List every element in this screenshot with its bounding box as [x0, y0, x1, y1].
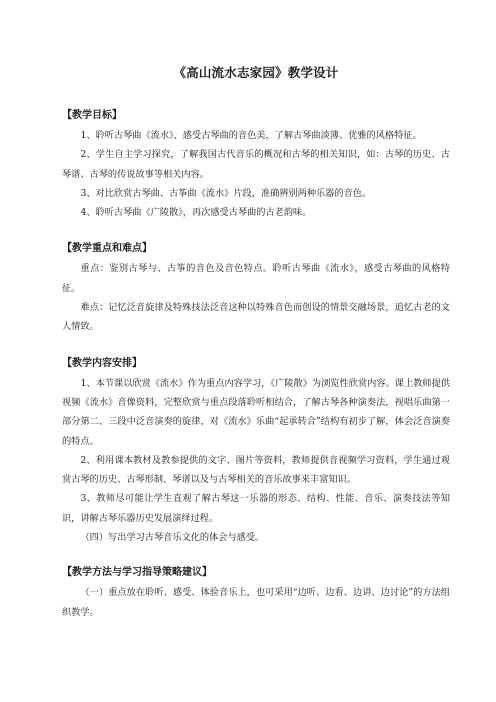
paragraph: 4、聆听古琴曲《广陵散》，再次感受古琴曲的古老韵味。	[80, 207, 312, 219]
section-teaching-goals	[62, 107, 450, 222]
section-key-points	[62, 240, 450, 336]
section-heading: 【教学目标】	[62, 110, 122, 121]
section-heading: 【教学方法与学习指导策略建议】	[62, 567, 212, 579]
section-heading: 【教学内容安排】	[62, 357, 142, 369]
paragraph: 重点：鉴别古琴与、古筝的音色及音色特点。聆听古琴曲《流水》，感受古琴曲的风格特征。	[62, 263, 450, 294]
paragraph: （一）重点放在聆听、感受、体验音乐上，也可采用“边听、边看、边讲、边讨论”的方法组织教学。	[62, 587, 450, 618]
paragraph: 1、聆听古琴曲《流水》，感受古琴曲的音色美，了解古琴曲淡薄、优雅的风格特征。	[80, 130, 422, 141]
paragraph: 2、学生自主学习探究，了解我国古代音乐的概况和古琴的相关知识，如：古琴的历史、古琴谱、古琴的传说故事等相关内容。	[62, 149, 450, 180]
paragraph: 1、本节课以欣赏《流水》作为重点内容学习，《广陵散》为浏览性欣赏内容。课上教师提供视频《流水》音像资料，完整欣赏与重点段落聆听相结合，了解古琴各种演奏法，视唱乐曲第一部分第二、三段中泛音演奏的旋律，对《流水》乐曲“起承转合”结构有初步了解，体会泛音演奏的特点。	[62, 377, 450, 447]
section-teaching-methods	[62, 564, 450, 622]
paragraph: 3、教师尽可能让学生直观了解古琴这一乐器的形态、结构、性能、音乐、演奏技法等知识，讲解古琴乐器历史发展演绎过程。	[62, 493, 450, 524]
paragraph: 3、对比欣赏古琴曲、古筝曲《流水》片段，准确辨别两种乐器的音色。	[80, 187, 372, 199]
paragraph: 2、利用课本教材及教参提供的文字、图片等资料，教师提供音视频学习资料，学生通过观赏古琴的历史、古琴形制、琴谱以及与古琴相关的音乐故事来丰富知识。	[62, 454, 450, 486]
section-content-arrangement	[62, 355, 450, 548]
document-title: 《高山流水志家园》教学设计	[173, 65, 339, 80]
section-heading: 【教学重点和难点】	[62, 243, 152, 255]
paragraph: （四）写出学习古琴音乐文化的体会与感受。	[80, 532, 265, 544]
paragraph: 难点：记忆泛音旋律及特殊技法泛音这种以特殊音色而创设的情景交融场景，追忆古老的文人情致。	[62, 302, 450, 333]
